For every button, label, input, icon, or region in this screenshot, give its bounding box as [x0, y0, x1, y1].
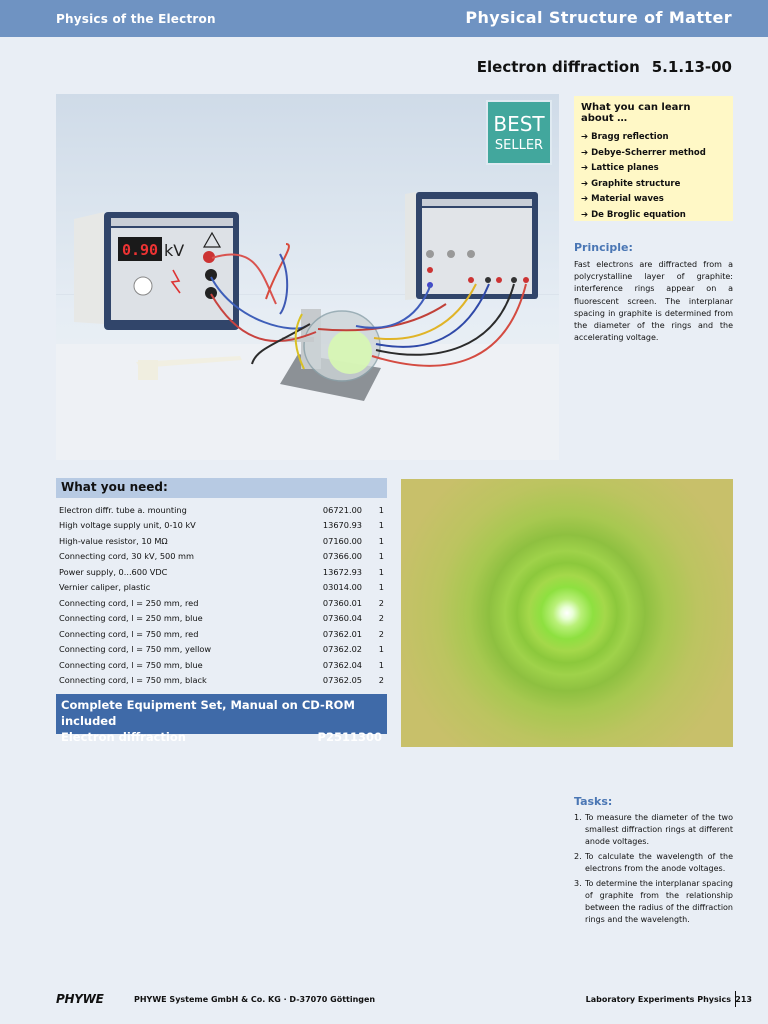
item-code: 07362.04	[322, 659, 362, 670]
item-name: Power supply, 0...600 VDC	[59, 566, 168, 577]
learn-item	[581, 161, 726, 177]
learn-item-label: Material waves	[591, 194, 664, 205]
equipment-list	[56, 478, 387, 744]
task-number: 1.	[574, 813, 582, 822]
learn-item	[581, 146, 726, 162]
item-qty: 1	[378, 535, 384, 546]
item-qty: 2	[378, 597, 384, 608]
item-qty: 1	[378, 566, 384, 577]
chapter-title: Physical Structure of Matter	[465, 8, 732, 27]
table-row	[56, 580, 387, 596]
badge-line-2: SELLER	[494, 138, 544, 153]
arrow-right-icon: ➔	[581, 132, 589, 142]
item-code: 07362.05	[322, 675, 362, 686]
item-qty: 1	[378, 504, 384, 515]
item-qty: 2	[378, 675, 384, 686]
item-qty: 1	[378, 551, 384, 562]
company-address: PHYWE Systeme GmbH & Co. KG · D-37070 Göttingen	[134, 995, 376, 1004]
table-row	[56, 595, 387, 611]
arrow-right-icon: ➔	[581, 163, 589, 174]
item-code: 03014.00	[322, 582, 362, 593]
learn-item	[581, 177, 726, 193]
item-name: Connecting cord, l = 250 mm, red	[59, 597, 199, 608]
item-qty: 1	[378, 582, 384, 593]
arrow-right-icon: ➔	[581, 209, 589, 220]
equipment-photo	[56, 94, 559, 460]
equipment-set-name: Electron diffraction	[61, 730, 186, 744]
item-code: 07362.02	[322, 644, 362, 655]
item-qty: 2	[378, 613, 384, 624]
equipment-heading: What you need:	[56, 478, 387, 498]
learn-item	[581, 130, 726, 146]
table-row	[56, 502, 387, 518]
item-code: 07360.01	[322, 597, 362, 608]
table-row	[56, 657, 387, 673]
item-code: 06721.00	[322, 504, 362, 515]
equipment-set-banner	[56, 694, 387, 744]
best-seller-badge	[487, 101, 551, 164]
arrow-right-icon: ➔	[581, 147, 589, 158]
voltage-display-unit: kV	[164, 241, 185, 260]
page-header	[0, 0, 768, 37]
item-qty: 2	[378, 628, 384, 639]
task-text: To measure the diameter of the two smallest diffraction rings at different anode voltages.	[585, 813, 733, 846]
learn-item-label: Graphite structure	[591, 178, 681, 189]
item-name: Connecting cord, l = 250 mm, blue	[59, 613, 203, 624]
item-name: Connecting cord, l = 750 mm, yellow	[59, 644, 212, 655]
learn-item	[581, 208, 726, 224]
learn-item-label: Debye-Scherrer method	[591, 147, 706, 158]
learn-item	[581, 192, 726, 208]
task-item	[574, 851, 733, 875]
arrow-right-icon: ➔	[581, 194, 589, 205]
equipment-table	[56, 502, 387, 688]
series-title: Laboratory Experiments Physics	[585, 995, 731, 1004]
principle-text: Fast electrons are diffracted from a polycrystalline layer of graphite: interference rings appear on a fluorescent screen. The interplanar spacing in graphite is determined from the diameter of the rings and the accelerating voltage.	[574, 260, 733, 343]
arrow-right-icon: ➔	[581, 178, 589, 189]
high-voltage-supply	[74, 212, 239, 330]
table-row	[56, 626, 387, 642]
task-number: 2.	[574, 852, 582, 861]
item-code: 07366.00	[322, 551, 362, 562]
experiment-title	[477, 58, 732, 76]
task-number: 3.	[574, 879, 582, 888]
item-name: Connecting cord, l = 750 mm, blue	[59, 659, 203, 670]
item-code: 07362.01	[322, 628, 362, 639]
page-number: 213	[735, 995, 752, 1004]
section-title: Physics of the Electron	[56, 12, 216, 26]
table-row	[56, 533, 387, 549]
task-item	[574, 812, 733, 848]
table-row	[56, 673, 387, 689]
item-qty: 1	[378, 659, 384, 670]
badge-line-1: BEST	[493, 112, 545, 136]
learn-item-label: De Broglic equation	[591, 209, 686, 220]
item-code: 07160.00	[322, 535, 362, 546]
item-name: Connecting cord, l = 750 mm, black	[59, 675, 207, 686]
learn-heading: What you can learn about …	[581, 102, 691, 124]
item-name: Connecting cord, l = 750 mm, red	[59, 628, 199, 639]
item-name: High-value resistor, 10 MΩ	[59, 535, 168, 546]
learn-item-label: Lattice planes	[591, 163, 659, 174]
table-row	[56, 549, 387, 565]
tasks-heading: Tasks:	[574, 795, 613, 808]
power-supply	[405, 192, 538, 300]
table-row	[56, 642, 387, 658]
principle-heading: Principle:	[574, 241, 633, 254]
diffraction-pattern-image	[401, 479, 733, 747]
item-qty: 1	[378, 644, 384, 655]
experiment-number: 5.1.13-00	[651, 58, 732, 76]
task-text: To determine the interplanar spacing of graphite from the relationship between the radius of the diffraction rings and the wavelength.	[585, 879, 733, 924]
learn-list	[581, 130, 726, 224]
item-name: Connecting cord, 30 kV, 500 mm	[59, 551, 195, 562]
table-row	[56, 564, 387, 580]
table-row	[56, 518, 387, 534]
learn-box	[574, 96, 733, 221]
item-code: 07360.04	[322, 613, 362, 624]
tasks-list	[574, 812, 733, 929]
task-item	[574, 878, 733, 926]
equipment-set-code: P2511300	[317, 730, 382, 744]
item-qty: 1	[378, 520, 384, 531]
phywe-logo: PHYWE	[56, 992, 104, 1006]
item-name: High voltage supply unit, 0-10 kV	[59, 520, 196, 531]
item-code: 13672.93	[322, 566, 362, 577]
item-name: Vernier caliper, plastic	[59, 582, 151, 593]
learn-item-label: Bragg reflection	[591, 132, 669, 142]
experiment-name: Electron diffraction	[476, 58, 640, 76]
page-footer	[56, 994, 752, 1010]
task-text: To calculate the wavelength of the electrons from the anode voltages.	[585, 852, 733, 873]
item-code: 13670.93	[322, 520, 362, 531]
equipment-set-title: Complete Equipment Set, Manual on CD-ROM included	[61, 698, 355, 728]
voltage-display-value: 0.90	[121, 241, 159, 259]
item-name: Electron diffr. tube a. mounting	[59, 504, 187, 515]
table-row	[56, 611, 387, 627]
